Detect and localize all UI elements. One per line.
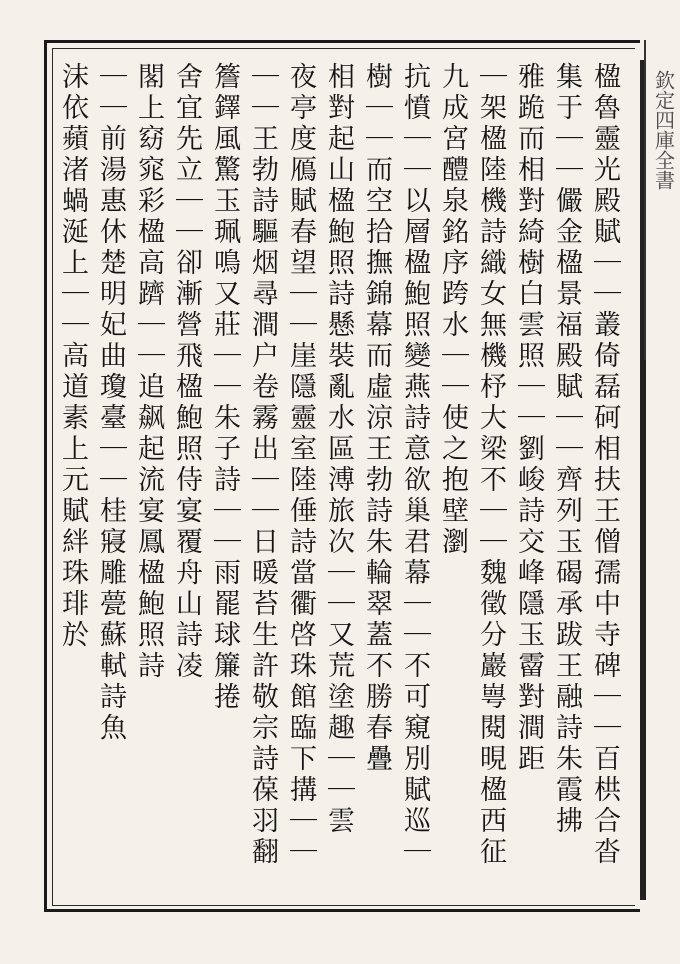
text-column: ｜架楹陸機詩織女無機杼大梁不｜｜魏徵分巖㟧閱晛楹西征: [475, 62, 506, 868]
text-column: ｜｜王勃詩驅烟尋澗户卷霧出｜｜日暖苔生許敬宗詩葆羽翻: [247, 62, 278, 868]
text-column: 楹魯靈光殿賦｜｜叢倚磊砢相扶王僧孺中寺碑｜｜百栱合沓: [589, 62, 620, 868]
text-column: 沫依蘋渚蝸涎上｜｜高道素上元賦絆珠琲於: [57, 62, 88, 651]
text-column: ｜｜前湯惠休楚明妃曲瓊臺｜｜桂寢雕甍蘇軾詩魚: [95, 62, 126, 744]
text-column: 九成宮醴泉銘序跨水｜｜使之抱壁瀏: [437, 62, 468, 558]
text-column: 夜亭度鴈賦春望｜｜崖隱靈室陸倕詩當衢啓珠館臨下搆｜｜: [285, 62, 316, 868]
text-column: 集于｜｜儼金楹景福殿賦｜｜齊列玉碣承跋王融詩朱霞拂: [551, 62, 582, 837]
text-column: 樹｜｜而空拾撫錦幕而虛涼王勃詩朱輪翠蓋不勝春疊: [361, 62, 392, 775]
text-column: 相對起山楹鮑照詩懸裝亂水區溥旅次｜｜又荒塗趣｜｜雲: [323, 62, 354, 837]
running-head: [644, 40, 680, 360]
running-head-text: 欽定四庫全書: [651, 70, 676, 190]
text-column: 簷鐸風驚玉珮鳴又莊｜｜朱子詩｜｜雨罷球簾捲: [209, 62, 240, 713]
text-column: 抗憤｜｜以層楹鮑照變燕詩意欲巢君幕｜｜不可窺別賦巡｜: [399, 62, 430, 868]
text-column: 舍宜先立｜｜卻漸營飛楹鮑照侍宴覆舟山詩凌: [171, 62, 202, 682]
text-column: 雅跪而相對綺樹白雲照｜｜劉峻詩交峰隱玉霤對澗距: [513, 62, 544, 775]
text-column: 閣上窈窕彩楹高躋｜｜追飙起流宴鳳楹鮑照詩: [133, 62, 164, 682]
